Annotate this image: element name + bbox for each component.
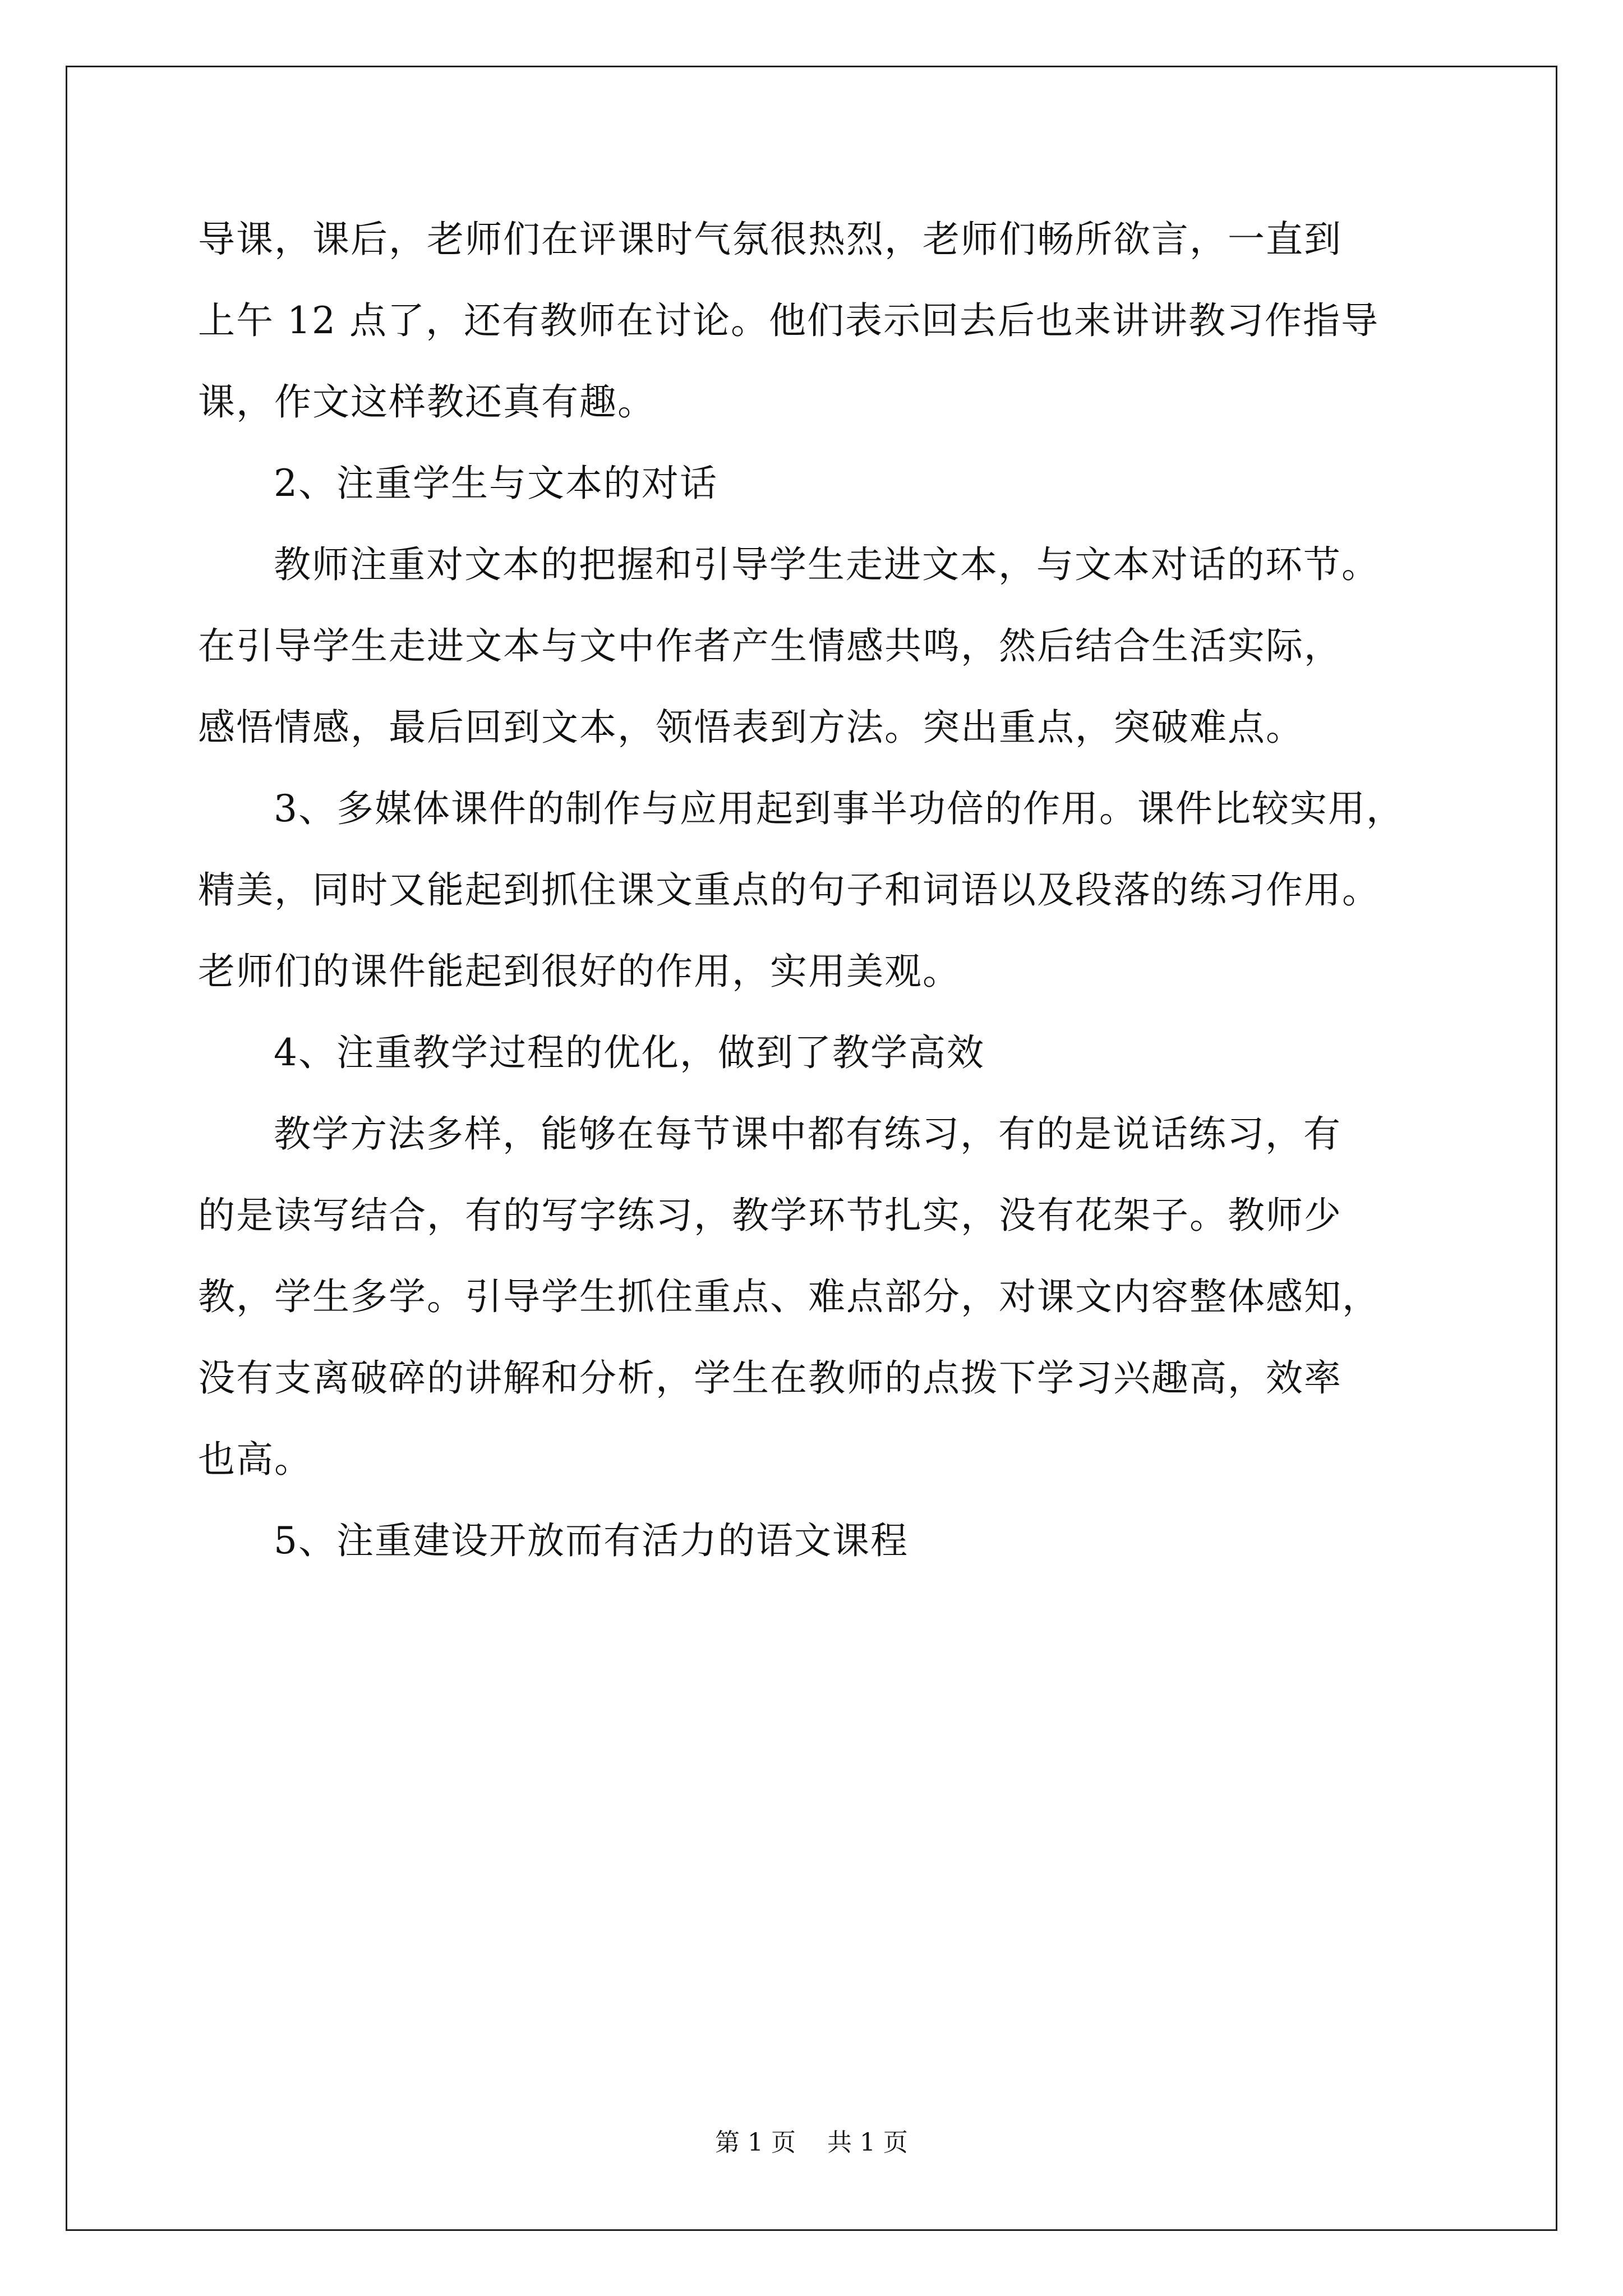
text-line: 教，学生多学。引导学生抓住重点、难点部分，对课文内容整体感知，: [198, 1275, 1380, 1318]
text-line: 导课，课后，老师们在评课时气氛很热烈，老师们畅所欲言，一直到: [198, 218, 1342, 261]
text-line: 也高。: [198, 1438, 312, 1481]
section-heading: 5、注重建设开放而有活力的语文课程: [274, 1519, 909, 1562]
page-number-footer: 第 1 页 共 1 页: [715, 2128, 908, 2157]
text-line: 老师们的课件能起到很好的作用，实用美观。: [198, 950, 961, 993]
text-line: 3、多媒体课件的制作与应用起到事半功倍的作用。课件比较实用，: [274, 787, 1404, 830]
text-line: 上午 12 点了，还有教师在讨论。他们表示回去后也来讲讲教习作指导: [198, 299, 1379, 342]
text-line: 没有支离破碎的讲解和分析，学生在教师的点拨下学习兴趣高，效率: [198, 1356, 1342, 1400]
text-line: 感悟情感，最后回到文本，领悟表到方法。突出重点，突破难点。: [198, 706, 1304, 749]
text-line: 教学方法多样，能够在每节课中都有练习，有的是说话练习，有: [274, 1112, 1341, 1156]
text-line: 的是读写结合，有的写字练习，教学环节扎实，没有花架子。教师少: [198, 1194, 1342, 1237]
section-heading: 2、注重学生与文本的对话: [274, 462, 718, 505]
text-line: 在引导学生走进文本与文中作者产生情感共鸣，然后结合生活实际，: [198, 624, 1342, 668]
section-heading: 4、注重教学过程的优化，做到了教学高效: [274, 1031, 985, 1074]
text-line: 教师注重对文本的把握和引导学生走进文本，与文本对话的环节。: [274, 543, 1380, 586]
text-line: 课，作文这样教还真有趣。: [198, 380, 656, 424]
text-line: 精美，同时又能起到抓住课文重点的句子和词语以及段落的练习作用。: [198, 868, 1380, 912]
